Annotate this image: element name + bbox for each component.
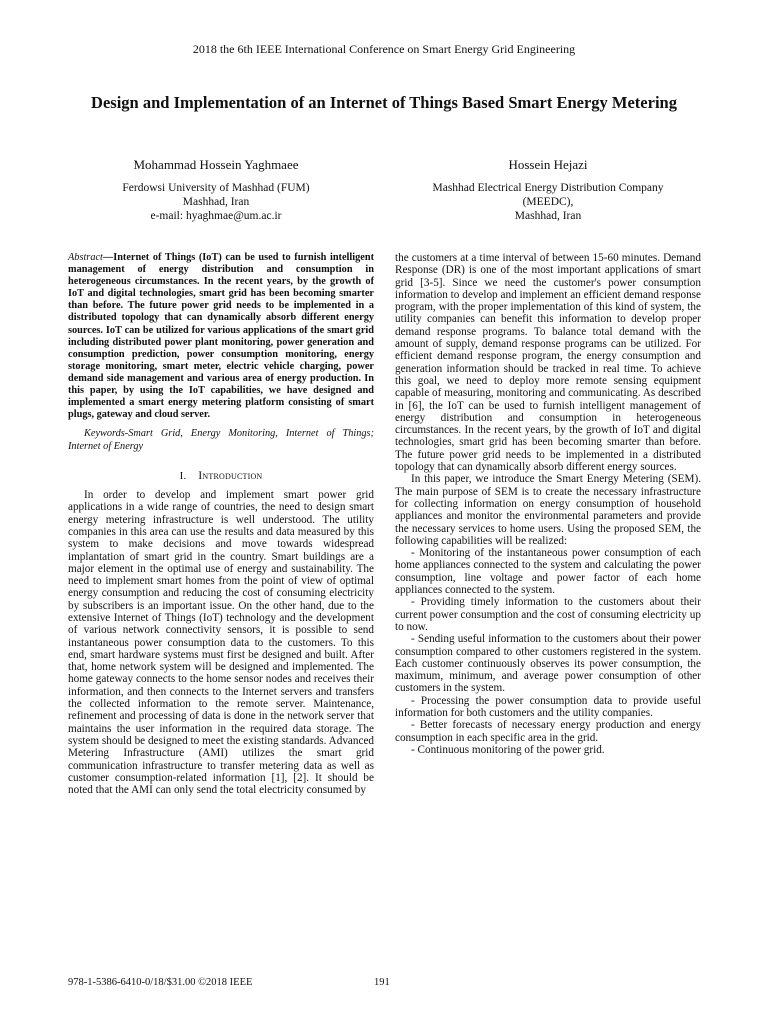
author-affiliation-abbrev: (MEEDC), [522,196,574,208]
abstract-label: Abstract [68,252,103,263]
author-name: Hossein Hejazi [508,157,588,172]
author-location: Mashhad, Iran [182,196,250,208]
abstract-dash: — [102,252,114,263]
conference-header: 2018 the 6th IEEE International Conference on Smart Energy Grid Engineering [192,42,576,56]
capability-item: - Sending useful information to the customers about their power consumption compared to other customers registered in the system. Each customer continuously observes its power consumption, the maximum, minimum, and average power consumption of other customers in the system. [395,633,701,695]
author-location: Mashhad, Iran [514,210,582,222]
left-column [68,252,374,796]
capability-item: - Better forecasts of necessary energy production and energy consumption in each specific area in the grid. [395,719,701,744]
right-column [395,252,701,756]
capability-item: - Continuous monitoring of the power grid. [411,743,605,756]
body-paragraph: the customers at a time interval of between 15-60 minutes. Demand Response (DR) is one of the most important applications of smart grid [3-5]. Since we need the customer's power consumption information to develop and implement an efficient demand response program, with the proper implementation of this kind of system, the utility companies can benefit this information to develop proper demand response programs. To balance total demand with the amount of supply, demand response programs can be utilized. For efficient demand response program, the energy consumption and generation information should be tracked in real time. To achieve this goal, we need to deploy more remote sensing equipment capable of measuring, monitoring and communicating. As described in [6], the IoT can be used to furnish intelligent management of energy distribution and consumption in heterogeneous circumstances. In the recent years, by the growth of IoT and digital technologies, smart grid has been becoming smarter than before. The future power grid needs to be implemented in a distributed topology that can dynamically absorb different energy sources. [395,252,701,474]
author-block-2 [384,158,712,223]
abstract-text: Internet of Things (IoT) can be used to furnish intelligent management of energy distribution and consumption in heterogeneous circumstances. In the recent years, by the growth of IoT and digital technologies, smart grid has been becoming smarter than before. The future power grid needs to be implemented in a distributed topology that can dynamically absorb different energy sources. IoT can be utilized for various applications of the smart grid including distributed power plant monitoring, power generation and consumption prediction, power consumption monitoring, energy storage monitoring, smart meter, electric vehicle charging, power demand side management and various area of energy production. In this paper, by using the IoT capabilities, we have designed and implemented a smart energy metering platform consisting of smart plugs, gateway and cloud server. [68,252,374,421]
copyright-footer: 978-1-5386-6410-0/18/$31.00 ©2018 IEEE [68,977,253,988]
author-name: Mohammad Hossein Yaghmaee [133,157,299,172]
author-affiliation: Ferdowsi University of Mashhad (FUM) [122,182,310,194]
author-affiliation: Mashhad Electrical Energy Distribution Company [432,182,664,194]
capability-item: - Providing timely information to the customers about their current power consumption and the cost of consuming electricity up to now. [395,596,701,633]
page-number: 191 [374,977,390,988]
author-block-1 [66,158,366,223]
body-paragraph: In order to develop and implement smart power grid applications in a wide range of countries, the need to design smart energy metering infrastructure is well understood. The utility companies in this area can use the results and data measured by this system to make decisions and move towards widespread implantation of smart grid in the country. Smart buildings are a major element in the optimal use of energy and sustainability. The need to implement smart homes from the point of view of optimal energy consumption and reducing the cost of consuming electricity by subscribers is an important issue. On the other hand, due to the extensive Internet of Things (IoT) technology and the development of various network connectivity sensors, it is possible to send instantaneous power consumption data to the customers. To this end, smart hardware systems must first be designed and built. After that, home network system will be designed and implemented. The home gateway connects to the home sensor nodes and receives their information, and then connects to the Internet servers and transfers the collected information to the remote server. Maintenance, refinement and processing of data is done in the network server that maintains the user information in the required data storage. The system should be designed to meet the existing standards. Advanced Metering Infrastructure (AMI) utilizes the smart grid communication infrastructure to transfer metering data as well as customer consumption-related information [1], [2]. It should be noted that the AMI can only send the total electricity consumed by [68,489,374,797]
capability-item: - Monitoring of the instantaneous power consumption of each home appliances connected to the system and calculating the power consumption, line voltage and power factor of each home appliances connected to the system. [395,547,701,597]
body-paragraph: In this paper, we introduce the Smart Energy Metering (SEM). The main purpose of SEM is to create the necessary infrastructure for collecting information on energy consumption of household appliances and monitor the environmental parameters and provide the necessary services to home users. Using the proposed SEM, the following capabilities will be realized: [395,473,701,547]
keywords: Keywords-Smart Grid, Energy Monitoring, Internet of Things; Internet of Energy [68,428,374,452]
paper-title: Design and Implementation of an Internet of Things Based Smart Energy Metering [91,93,677,112]
section-title: Introduction [198,467,263,482]
capability-item: - Processing the power consumption data to provide useful information for both customers and the utility companies. [395,694,701,719]
section-number: I. [179,469,187,482]
author-email: e-mail: hyaghmae@um.ac.ir [150,210,282,222]
section-heading [68,469,374,482]
abstract [68,252,374,421]
